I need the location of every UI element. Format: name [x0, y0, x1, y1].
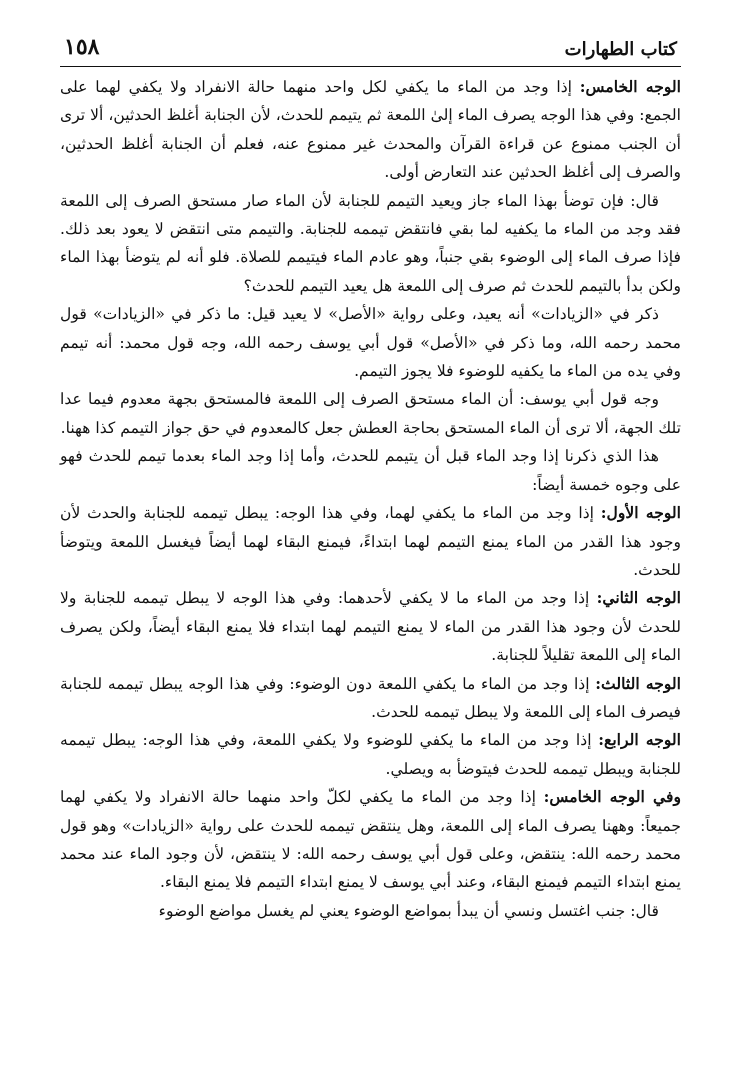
paragraph — [60, 385, 681, 442]
paragraph-text: إذا وجد من الماء ما يكفي لهما، وفي هذا الوجه: يبطل تيممه للجنابة والحدث لأن وجود هذا القدر من الماء يمنع التيمم لهما ابتداءً، فيمنع البقاء لهما أيضاً فيغسل اللمعة ويتوضأ للحدث. — [60, 504, 681, 579]
paragraph — [60, 783, 681, 897]
paragraph-text: هذا الذي ذكرنا إذا وجد الماء قبل أن يتيمم للحدث، وأما إذا وجد الماء بعدما تيمم للحدث فهو على وجوه خمسة أيضاً: — [60, 447, 681, 494]
paragraph — [60, 442, 681, 499]
running-title: كتاب الطهارات — [564, 39, 677, 60]
paragraph — [60, 897, 681, 925]
paragraph-text: إذا وجد من الماء ما لا يكفي لأحدهما: وفي هذا الوجه لا يبطل تيممه للجنابة ولا للحدث لأن وجود هذا القدر من الماء لا يمنع التيمم لهما ابتداء فلا يمنع البقاء أيضاً، ولكن يصرف الماء إلى اللمعة تقليلاً للجنابة. — [60, 589, 681, 665]
page-header — [60, 28, 681, 60]
header-rule — [60, 66, 681, 67]
paragraph-lead: الوجه الخامس: — [579, 77, 681, 96]
page-number: ١٥٨ — [64, 34, 100, 60]
paragraph-lead: الوجه الأول: — [600, 503, 681, 523]
paragraph — [60, 670, 681, 727]
paragraph-text: قال: فإن توضأ بهذا الماء جاز ويعيد التيمم للجنابة لأن الماء صار مستحق الصرف إلى اللمعة فقد وجد من الماء ما يكفيه لما بقي فانتقض تيممه للجنابة. والتيمم متى انتقض لا يعود بعد ذلك. فإذا صرف الماء إلى الوضوء بقي جنباً، وهو عادم الماء فيتيمم للصلاة. فلو أنه لم يتوضأ بهذا الماء ولكن بدأ بالتيمم للحدث ثم صرف إلى اللمعة هل يعيد التيمم للحدث؟ — [60, 191, 681, 295]
paragraph-text: إذا وجد من الماء ما يكفي للوضوء ولا يكفي اللمعة، وفي هذا الوجه: يبطل تيممه للجنابة ويبطل تيممه للحدث فيتوضأ به ويصلي. — [60, 731, 681, 778]
paragraph — [60, 73, 681, 187]
paragraph — [60, 187, 681, 301]
paragraph-text: وجه قول أبي يوسف: أن الماء مستحق الصرف إلى اللمعة فالمستحق بجهة معدوم فيما عدا تلك الجهة، ألا ترى أن الماء المستحق بحاجة العطش جعل كالمعدوم في حق جواز التيمم كذا ههنا. — [60, 390, 681, 437]
paragraph — [60, 584, 681, 669]
paragraph-lead: وفي الوجه الخامس: — [543, 787, 681, 807]
paragraph — [60, 499, 681, 584]
paragraph — [60, 726, 681, 783]
paragraph-lead: الوجه الثاني: — [596, 588, 682, 608]
paragraph-text: قال: جنب اغتسل ونسي أن يبدأ بمواضع الوضوء يعني لم يغسل مواضع الوضوء — [158, 901, 659, 920]
paragraph — [60, 300, 681, 385]
paragraph-text: إذا وجد من الماء ما يكفي لكلّ واحد منهما حالة الانفراد ولا يكفي لهما جميعاً: وههنا يصرف الماء إلى اللمعة، وهل ينتقض تيممه للحدث على رواية «الزيادات» وهو قول محمد رحمه الله: ينتقض، وعلى قول أبي يوسف رحمه الله: لا ينتقض، لأن وجود الماء عند محمد يمنع ابتداء التيمم فيمنع البقاء، وعند أبي يوسف لا يمنع ابتداء التيمم فلا يمنع البقاء. — [60, 788, 681, 892]
paragraph-text: ذكر في «الزيادات» أنه يعيد، وعلى رواية «الأصل» لا يعيد قيل: ما ذكر في «الزيادات» قول محمد رحمه الله، وما ذكر في «الأصل» قول أبي يوسف رحمه الله، وجه قول محمد: أنه تيمم وفي يده من الماء ما يكفيه للوضوء فلا يجوز التيمم. — [60, 305, 681, 381]
body-text — [60, 73, 681, 925]
paragraph-text: إذا وجد من الماء ما يكفي اللمعة دون الوضوء: وفي هذا الوجه يبطل تيممه للجنابة فيصرف الماء إلى اللمعة ولا يبطل تيممه للحدث. — [60, 674, 681, 721]
paragraph-text: إذا وجد من الماء ما يكفي لكل واحد منهما حالة الانفراد ولا يكفي لهما على الجمع: وفي هذا الوجه يصرف الماء إلىٰ اللمعة ثم يتيمم للحدث، لأن الجنابة أغلظ الحدثين، ألا ترى أن الجنب ممنوع عن قراءة القرآن والمحدث غير ممنوع عنه، فعلم أن الجنابة أغلظ الحدثين، والصرف إلى أغلظ الحدثين عند التعارض أولى. — [60, 78, 681, 182]
paragraph-lead: الوجه الرابع: — [598, 730, 682, 750]
paragraph-lead: الوجه الثالث: — [595, 673, 681, 693]
